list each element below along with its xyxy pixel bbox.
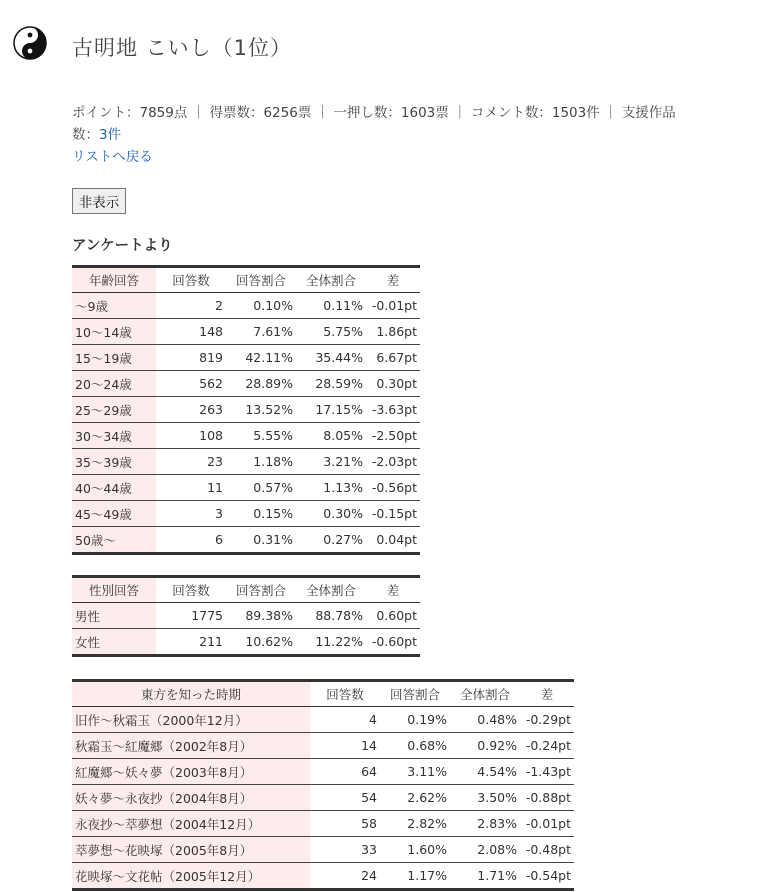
row-label: 花映塚～文花帖（2005年12月） bbox=[72, 863, 310, 890]
table-cell: 148 bbox=[156, 319, 226, 345]
table-cell: 263 bbox=[156, 397, 226, 423]
row-label: 50歳～ bbox=[72, 527, 156, 554]
table-cell: 89.38% bbox=[226, 603, 296, 629]
table-cell: -2.03pt bbox=[366, 449, 420, 475]
table-cell: 0.92% bbox=[450, 733, 520, 759]
table-row bbox=[72, 293, 420, 319]
table-row bbox=[72, 759, 574, 785]
table-cell: 211 bbox=[156, 629, 226, 656]
table-cell: -0.60pt bbox=[366, 629, 420, 656]
table-row bbox=[72, 707, 574, 733]
works-link[interactable]: 3件 bbox=[99, 127, 122, 143]
oshi-label: 一押し数： bbox=[333, 105, 401, 121]
table-cell: 11 bbox=[156, 475, 226, 501]
table-cell: -0.24pt bbox=[520, 733, 574, 759]
column-header: 全体割合 bbox=[296, 577, 366, 603]
table-cell: 0.27% bbox=[296, 527, 366, 554]
age-table bbox=[72, 265, 420, 555]
column-header: 回答数 bbox=[156, 267, 226, 293]
table-cell: -0.15pt bbox=[366, 501, 420, 527]
table-cell: 0.11% bbox=[296, 293, 366, 319]
table-cell: 23 bbox=[156, 449, 226, 475]
table-cell: 7.61% bbox=[226, 319, 296, 345]
table-cell: 4 bbox=[310, 707, 380, 733]
table-cell: -0.48pt bbox=[520, 837, 574, 863]
points-value: 7859点 bbox=[139, 105, 188, 121]
table-cell: 0.68% bbox=[380, 733, 450, 759]
column-header: 全体割合 bbox=[296, 267, 366, 293]
stats-summary bbox=[72, 102, 692, 168]
table-cell: 14 bbox=[310, 733, 380, 759]
separator: ｜ bbox=[604, 105, 618, 121]
column-header: 回答割合 bbox=[380, 681, 450, 707]
table-row bbox=[72, 397, 420, 423]
column-header: 回答割合 bbox=[226, 267, 296, 293]
table-row bbox=[72, 863, 574, 890]
table-cell: 88.78% bbox=[296, 603, 366, 629]
comments-value: 1503件 bbox=[551, 105, 600, 121]
table-cell: 24 bbox=[310, 863, 380, 890]
column-header: 全体割合 bbox=[450, 681, 520, 707]
table-cell: 54 bbox=[310, 785, 380, 811]
row-label: ～9歳 bbox=[72, 293, 156, 319]
row-label: 萃夢想～花映塚（2005年8月） bbox=[72, 837, 310, 863]
gender-table bbox=[72, 575, 420, 657]
yin-yang-icon bbox=[13, 26, 47, 60]
table-row bbox=[72, 371, 420, 397]
table-cell: 0.48% bbox=[450, 707, 520, 733]
table-row bbox=[72, 785, 574, 811]
row-label: 女性 bbox=[72, 629, 156, 656]
period-table bbox=[72, 679, 574, 891]
table-cell: 2.82% bbox=[380, 811, 450, 837]
table-cell: 0.30pt bbox=[366, 371, 420, 397]
table-cell: 8.05% bbox=[296, 423, 366, 449]
comments-label: コメント数： bbox=[470, 105, 552, 121]
row-label: 妖々夢～永夜抄（2004年8月） bbox=[72, 785, 310, 811]
table-cell: 108 bbox=[156, 423, 226, 449]
table-cell: 42.11% bbox=[226, 345, 296, 371]
table-row bbox=[72, 423, 420, 449]
table-cell: 3.11% bbox=[380, 759, 450, 785]
table-cell: -2.50pt bbox=[366, 423, 420, 449]
table-cell: 11.22% bbox=[296, 629, 366, 656]
table-row bbox=[72, 449, 420, 475]
row-label: 25～29歳 bbox=[72, 397, 156, 423]
table-cell: 1775 bbox=[156, 603, 226, 629]
row-label: 35～39歳 bbox=[72, 449, 156, 475]
table-row bbox=[72, 345, 420, 371]
table-cell: 3.21% bbox=[296, 449, 366, 475]
table-cell: 0.60pt bbox=[366, 603, 420, 629]
separator: ｜ bbox=[453, 105, 467, 121]
table-cell: 10.62% bbox=[226, 629, 296, 656]
separator: ｜ bbox=[315, 105, 330, 121]
table-cell: 1.18% bbox=[226, 449, 296, 475]
table-cell: 2.83% bbox=[450, 811, 520, 837]
row-label: 旧作～秋霜玉（2000年12月） bbox=[72, 707, 310, 733]
row-label: 45～49歳 bbox=[72, 501, 156, 527]
votes-label: 得票数： bbox=[209, 105, 264, 121]
page-title: 古明地 こいし（1位） bbox=[72, 36, 293, 60]
table-cell: 2 bbox=[156, 293, 226, 319]
votes-value: 6256票 bbox=[263, 105, 312, 121]
table-cell: 0.31% bbox=[226, 527, 296, 554]
table-cell: -0.88pt bbox=[520, 785, 574, 811]
table-row bbox=[72, 603, 420, 629]
column-header: 差 bbox=[520, 681, 574, 707]
table-row bbox=[72, 527, 420, 554]
points-label: ポイント： bbox=[72, 105, 140, 121]
row-label: 紅魔郷～妖々夢（2003年8月） bbox=[72, 759, 310, 785]
table-cell: 0.57% bbox=[226, 475, 296, 501]
table-cell: 2.62% bbox=[380, 785, 450, 811]
table-row bbox=[72, 733, 574, 759]
table-cell: 58 bbox=[310, 811, 380, 837]
table-cell: 13.52% bbox=[226, 397, 296, 423]
column-header: 性別回答 bbox=[72, 577, 156, 603]
row-label: 15～19歳 bbox=[72, 345, 156, 371]
hide-button[interactable]: 非表示 bbox=[72, 188, 126, 214]
column-header: 回答割合 bbox=[226, 577, 296, 603]
table-cell: 1.13% bbox=[296, 475, 366, 501]
table-row bbox=[72, 837, 574, 863]
table-cell: 0.04pt bbox=[366, 527, 420, 554]
table-cell: -0.01pt bbox=[520, 811, 574, 837]
table-cell: 562 bbox=[156, 371, 226, 397]
table-cell: 819 bbox=[156, 345, 226, 371]
table-cell: 4.54% bbox=[450, 759, 520, 785]
row-label: 30～34歳 bbox=[72, 423, 156, 449]
table-cell: 1.71% bbox=[450, 863, 520, 890]
table-cell: -0.29pt bbox=[520, 707, 574, 733]
row-label: 20～24歳 bbox=[72, 371, 156, 397]
table-row bbox=[72, 629, 420, 656]
table-cell: 1.60% bbox=[380, 837, 450, 863]
separator: ｜ bbox=[191, 105, 206, 121]
table-cell: 0.15% bbox=[226, 501, 296, 527]
table-row bbox=[72, 811, 574, 837]
table-cell: 3 bbox=[156, 501, 226, 527]
table-cell: 17.15% bbox=[296, 397, 366, 423]
column-header: 回答数 bbox=[156, 577, 226, 603]
table-cell: 28.59% bbox=[296, 371, 366, 397]
table-cell: -0.54pt bbox=[520, 863, 574, 890]
table-cell: -0.56pt bbox=[366, 475, 420, 501]
row-label: 40～44歳 bbox=[72, 475, 156, 501]
table-cell: 0.30% bbox=[296, 501, 366, 527]
survey-heading: アンケートより bbox=[72, 238, 173, 254]
table-cell: 33 bbox=[310, 837, 380, 863]
column-header: 年齢回答 bbox=[72, 267, 156, 293]
table-cell: -3.63pt bbox=[366, 397, 420, 423]
table-cell: 5.75% bbox=[296, 319, 366, 345]
column-header: 差 bbox=[366, 267, 420, 293]
column-header: 差 bbox=[366, 577, 420, 603]
row-label: 永夜抄～萃夢想（2004年12月） bbox=[72, 811, 310, 837]
row-label: 10～14歳 bbox=[72, 319, 156, 345]
table-cell: 1.17% bbox=[380, 863, 450, 890]
row-label: 男性 bbox=[72, 603, 156, 629]
table-cell: 28.89% bbox=[226, 371, 296, 397]
table-cell: 2.08% bbox=[450, 837, 520, 863]
table-cell: 6 bbox=[156, 527, 226, 554]
table-row bbox=[72, 501, 420, 527]
table-cell: -0.01pt bbox=[366, 293, 420, 319]
column-header: 東方を知った時期 bbox=[72, 681, 310, 707]
row-label: 秋霜玉～紅魔郷（2002年8月） bbox=[72, 733, 310, 759]
table-cell: 35.44% bbox=[296, 345, 366, 371]
oshi-value: 1603票 bbox=[400, 105, 449, 121]
table-cell: 5.55% bbox=[226, 423, 296, 449]
back-to-list-link[interactable]: リストへ戻る bbox=[72, 149, 153, 165]
table-row bbox=[72, 475, 420, 501]
table-cell: 0.19% bbox=[380, 707, 450, 733]
table-cell: 6.67pt bbox=[366, 345, 420, 371]
column-header: 回答数 bbox=[310, 681, 380, 707]
table-cell: -1.43pt bbox=[520, 759, 574, 785]
table-cell: 3.50% bbox=[450, 785, 520, 811]
table-cell: 1.86pt bbox=[366, 319, 420, 345]
table-row bbox=[72, 319, 420, 345]
works-label: 支援作品数： bbox=[72, 105, 676, 143]
table-cell: 0.10% bbox=[226, 293, 296, 319]
table-cell: 64 bbox=[310, 759, 380, 785]
